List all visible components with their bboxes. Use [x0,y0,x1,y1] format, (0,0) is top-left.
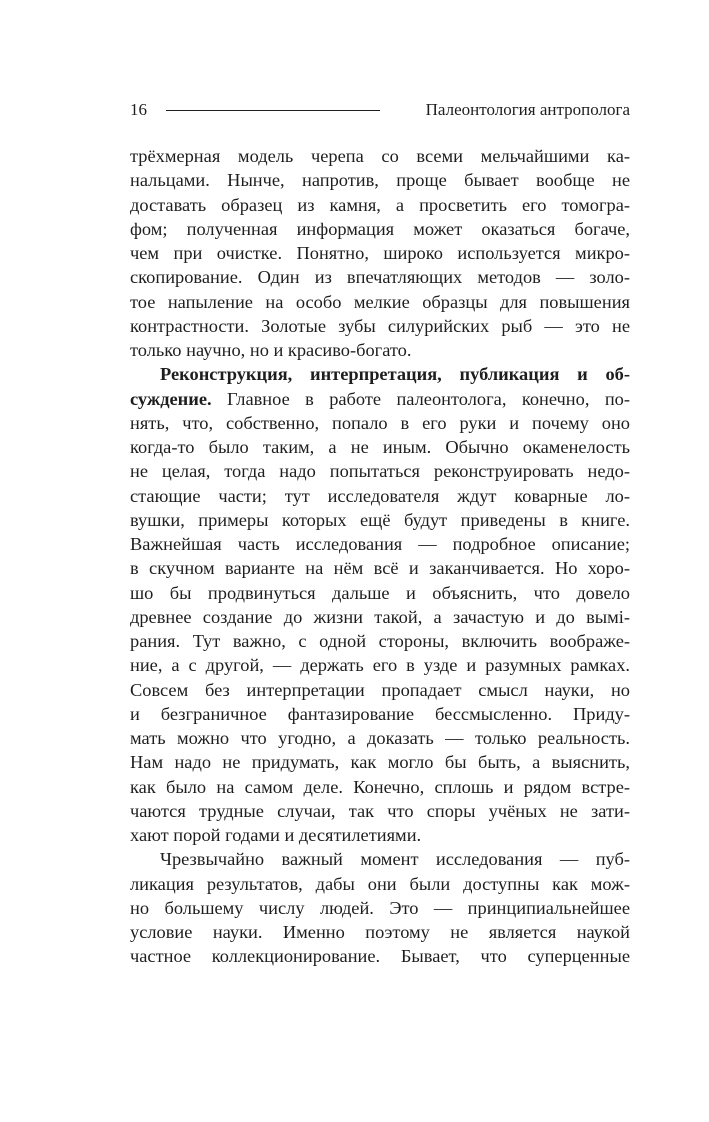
text-line: как было на самом деле. Конечно, сплошь и рядом встре- [130,776,630,797]
text-line: ликация результатов, дабы они были доступны как мож- [130,873,630,894]
body-text [130,144,630,969]
text-line: Совсем без интерпретации пропадает смысл науки, но [130,679,630,700]
text-line: условие науки. Именно поэтому не является наукой [130,922,630,942]
header-rule [166,110,380,111]
page-number: 16 [130,100,147,119]
text-line: скопирование. Один из впечатляющих методов — золо- [130,267,630,288]
text-line: частное коллекционирование. Бывает, что суперценные [130,946,630,967]
text-line: фом; полученная информация может оказаться богаче, [130,218,630,239]
text-line: трёхмерная модель черепа со всеми мельчайшими ка- [130,146,630,166]
text-line: Важнейшая часть исследования — подробное описание; [130,534,630,554]
text-line: только научно, но и красиво-богато. [130,340,412,360]
text-line: мать можно что угодно, а доказать — только реальность. [130,728,630,748]
text-line: стающие части; тут исследователя ждут коварные ло- [130,485,630,506]
text-line: нальцами. Нынче, напротив, проще бывает вообще не [130,170,630,191]
text-line: чаются трудные случаи, так что споры учёных не зати- [130,800,630,821]
running-title: Палеонтология антрополога [425,100,630,119]
text-line: когда-то было таким, а не иным. Обычно окаменелость [130,437,630,457]
text-line: не целая, тогда надо попытаться реконструировать недо- [130,461,630,482]
text-line: ние, а с другой, — держать его в узде и разумных рамках. [130,655,630,676]
text-line: рания. Тут важно, с одной стороны, включить воображе- [130,631,630,651]
text-line: в скучном варианте на нём всё и заканчивается. Но хоро- [130,558,630,579]
text-line: Нам надо не придумать, как могло бы быть, а выяснить, [130,752,630,773]
section-heading-end: суждение. [130,388,212,409]
text-line: нять, что, собственно, попало в его руки и почему оно [130,412,630,433]
text-line: доставать образец из камня, а просветить его томогра- [130,194,630,215]
text-line: и безграничное фантазирование бессмысленно. Приду- [130,703,630,724]
text-line [130,387,630,411]
text-line: шо бы продвинуться дальше и объяснить, что довело [130,582,630,603]
text-line: но большему числу людей. Это — принципиальнейшее [130,897,630,918]
text-line: чем при очистке. Понятно, широко используется микро- [130,243,630,263]
text-fragment: Главное в работе палеонтолога, конечно, по- [211,388,630,409]
text-line: хают порой годами и десятилетиями. [130,825,422,845]
text-line: вушки, примеры которых ещё будут приведены в книге. [130,509,630,530]
page-header [130,97,630,123]
section-heading-line [130,362,630,386]
text-line: Чрезвычайно важный момент исследования — пуб- [160,849,630,870]
text-line: древнее создание до жизни такой, а зачастую и до вымі- [130,606,630,627]
text-line: тое напыление на особо мелкие образцы для повышения [130,291,630,312]
text-line: контрастности. Золотые зубы силурийских рыб — это не [130,315,630,336]
section-heading: Реконструкция, интерпретация, публикация и об- [160,364,630,385]
